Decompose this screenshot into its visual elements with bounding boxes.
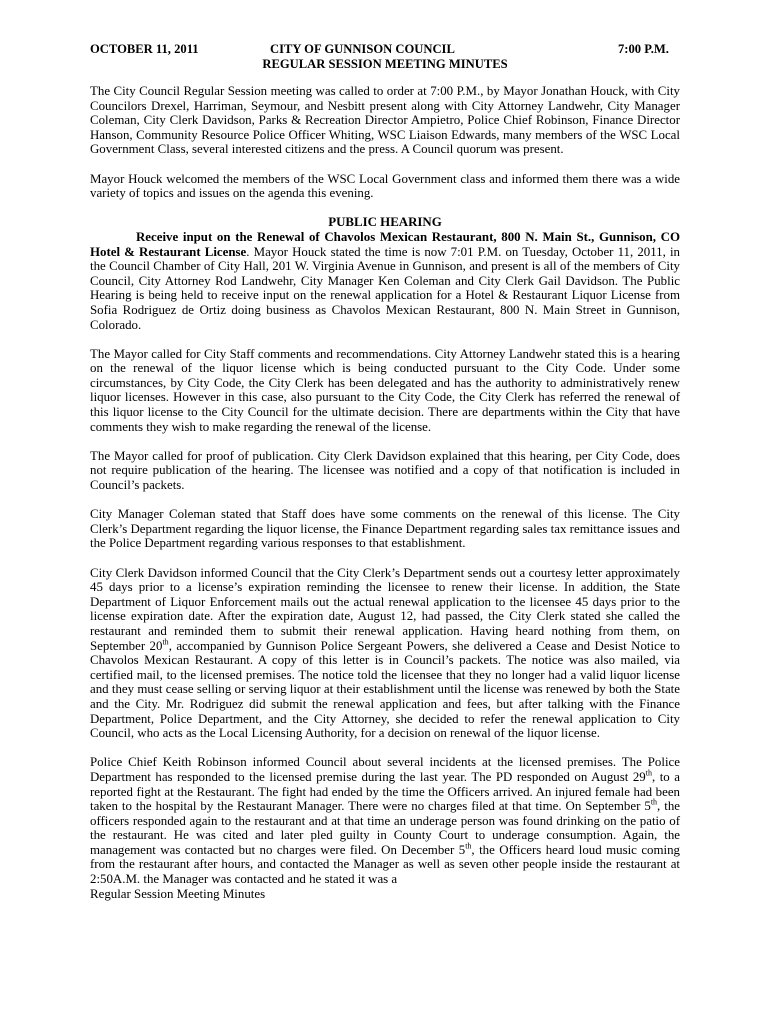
page-footer: Regular Session Meeting Minutes <box>90 886 266 901</box>
police-text-a: Police Chief Keith Robinson informed Council about several incidents at the licensed premises. The Police Department has responded to the licensed premise during the last year. The PD responded on August 29 <box>90 755 680 784</box>
police-text-b: , to a reported fight at the Restaurant. The fight had ended by the time the Officers arrived. An injured female had been taken to the hospital by the Restaurant Manager. There were no charges filed at that time. On September 5 <box>90 769 680 814</box>
minutes-body <box>90 84 680 901</box>
hearing-intro-text: . Mayor Houck stated the time is now 7:01 P.M. on Tuesday, October 11, 2011, in the Council Chamber of City Hall, 201 W. Virginia Avenue in Gunnison, and present is all of the members of City Council, City Attorney Rod Landwehr, City Manager Ken Coleman and City Clerk Gail Davidson. The Public Hearing is being held to receive input on the renewal application for a Hotel & Restaurant Liquor License from Sofia Rodriguez de Ortiz doing business as Chavolos Mexican Restaurant, 800 N. Main Street in Gunnison, Colorado. <box>90 244 680 332</box>
header-council-name: CITY OF GUNNISON COUNCIL <box>270 42 455 56</box>
ordinal-suffix: th <box>645 768 652 778</box>
paragraph-hearing-intro <box>90 230 680 332</box>
header-subtitle: REGULAR SESSION MEETING MINUTES <box>262 57 508 71</box>
paragraph-city-clerk <box>90 566 680 741</box>
hearing-title: Receive input on the Renewal of Chavolos Mexican Restaurant, 800 N. Main St., Gunnison, CO Hotel & Restaurant License <box>90 229 680 259</box>
paragraph-welcome: Mayor Houck welcomed the members of the WSC Local Government class and informed them there was a wide variety of topics and issues on the agenda this evening. <box>90 171 680 201</box>
clerk-text-b: , accompanied by Gunnison Police Sergeant Powers, she delivered a Cease and Desist Notice to Chavolos Mexican Restaurant. A copy of this letter is in Council’s packets. The notice was also mailed, via certified mail, to the licensed premises. The notice told the licensee that they no longer had a valid liquor license and they must cease selling or serving liquor at their establishment until the license was renewed by both the State and the City. Mr. Rodriguez did submit the renewal application and fees, but after talking with the Finance Department, Police Department, and the City Attorney, she decided to refer the renewal application to City Council, who acts as the Local Licensing Authority, for a decision on renewal of the liquor license. <box>90 638 680 741</box>
header-time: 7:00 P.M. <box>618 42 669 56</box>
police-text-d: , the Officers heard loud music coming from the restaurant after hours, and contacted the Manager as well as seven other people inside the restaurant at 2:50A.M. the Manager was contacted and he stated it was a <box>90 842 680 887</box>
paragraph-police-chief <box>90 755 680 886</box>
paragraph-staff-comments: The Mayor called for City Staff comments and recommendations. City Attorney Landwehr stated this is a hearing on the renewal of the liquor license which is being conducted pursuant to the City Code. Under some circumstances, by City Code, the City Clerk has been delegated and has the authority to administratively renew liquor licenses. However in this case, also pursuant to the City Code, the City Clerk has referred the renewal of this liquor license to the City Council for the ultimate decision. There are departments within the City that have comments they wish to make regarding the renewal of the license. <box>90 346 680 434</box>
paragraph-city-manager: City Manager Coleman stated that Staff does have some comments on the renewal of this license. The City Clerk’s Department regarding the liquor license, the Finance Department regarding sales tax remittance issues and the Police Department regarding various responses to that establishment. <box>90 507 680 551</box>
header-date: OCTOBER 11, 2011 <box>90 42 199 56</box>
ordinal-suffix: th <box>465 841 472 851</box>
clerk-text-a: City Clerk Davidson informed Council that the City Clerk’s Department sends out a courtesy letter approximately 45 days prior to a license’s expiration reminding the licensee to renew their license. In addition, the State Department of Liquor Enforcement mails out the actual renewal application to the licensee 45 days prior to the license expiration date. After the expiration date, August 12, had passed, the City Clerk stated she called the restaurant and reminded them to submit their renewal application. Having heard nothing from them, on September 20 <box>90 565 680 653</box>
ordinal-suffix: th <box>162 637 169 647</box>
paragraph-proof-of-publication: The Mayor called for proof of publication. City Clerk Davidson explained that this hearing, per City Code, does not require publication of the hearing. The licensee was notified and a copy of that notification is included in Council’s packets. <box>90 448 680 493</box>
ordinal-suffix: th <box>650 797 658 807</box>
public-hearing-heading: PUBLIC HEARING <box>328 215 442 230</box>
police-text-c: , the officers responded again to the restaurant and at that time an underage person was found drinking on the patio of the restaurant. He was cited and later pled guilty in County Court to underage consumption. Again, the management was contacted but no charges were filed. On December 5 <box>90 799 680 857</box>
paragraph-call-to-order: The City Council Regular Session meeting was called to order at 7:00 P.M., by Mayor Jonathan Houck, with City Councilors Drexel, Harriman, Seymour, and Nesbitt present along with City Attorney Landwehr, City Manager Coleman, City Clerk Davidson, Parks & Recreation Director Ampietro, Police Chief Robinson, Finance Director Hanson, Community Resource Police Officer Whiting, WSC Liaison Edwards, many members of the WSC Local Government Class, several interested citizens and the press. A Council quorum was present. <box>90 84 680 157</box>
